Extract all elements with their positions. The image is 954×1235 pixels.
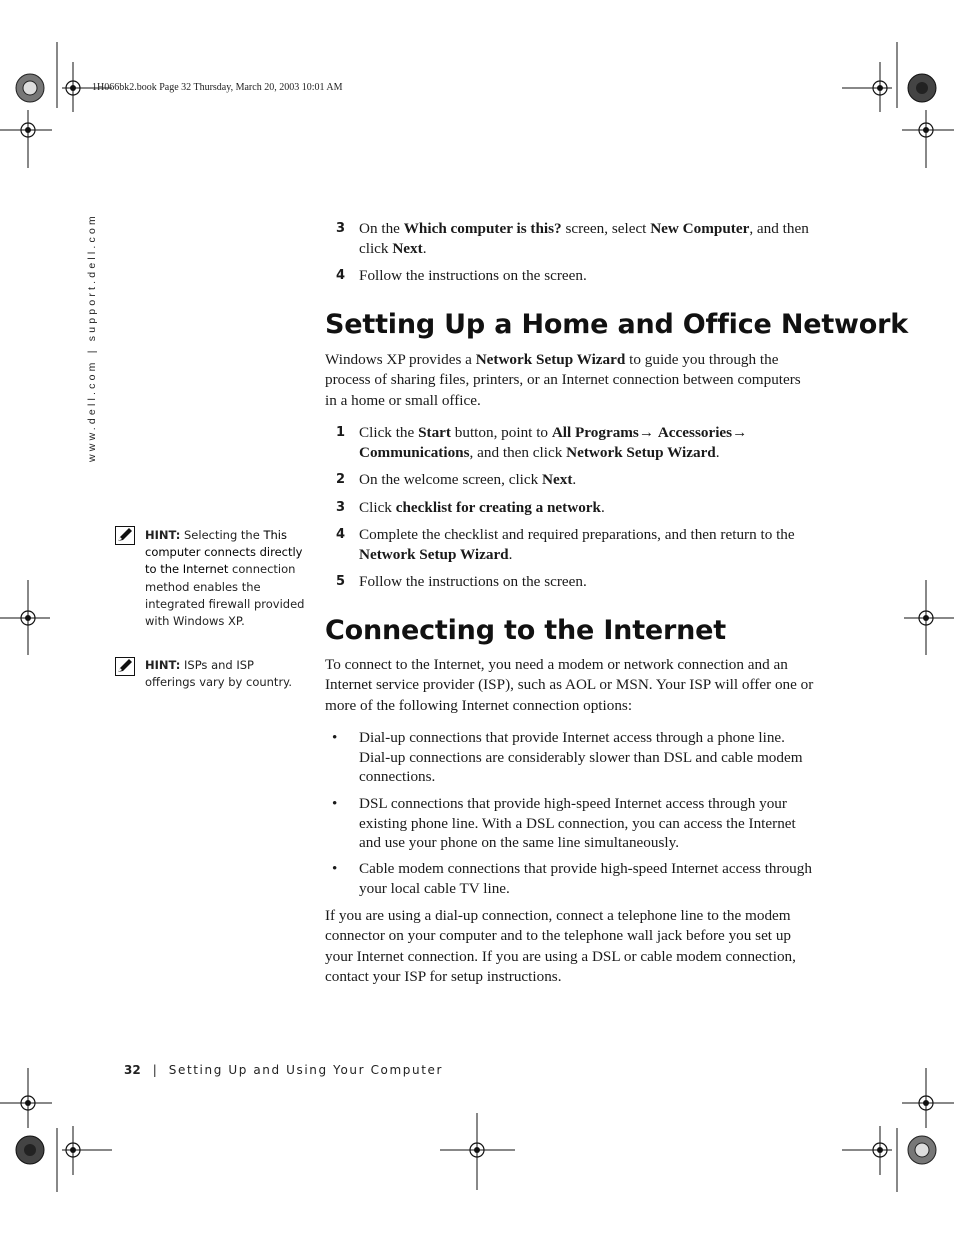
text-run: Click: [359, 499, 396, 516]
section-heading-network: Setting Up a Home and Office Network: [325, 309, 909, 340]
hint-text: [145, 528, 304, 628]
bold-term: Start: [418, 424, 451, 441]
text-run: Click the: [359, 424, 419, 441]
bold-term: Network Setup Wizard: [359, 545, 509, 563]
bullet-text: DSL connections that provide high-speed Internet access through your existing phone line. With a DSL connection, you can access the Internet and use your phone on the same line simultaneously.: [359, 795, 796, 851]
text-run: .: [508, 545, 513, 563]
step-text: [359, 498, 816, 518]
text-run: , and then click: [359, 220, 809, 257]
step-text: [359, 572, 816, 592]
print-header: 1H066bk2.book Page 32 Thursday, March 20, 2003 10:01 AM: [92, 82, 343, 93]
bold-term: Which computer is this?: [403, 220, 562, 237]
bullet-marker: •: [332, 860, 338, 877]
text-run: .: [600, 499, 605, 516]
bold-term: Next: [542, 471, 573, 488]
text-run: Complete the checklist and required preparations, and then return to the: [359, 526, 795, 543]
text-run: connection method enables the integrated firewall provided with Windows XP.: [145, 562, 305, 629]
hint-label: HINT:: [145, 528, 181, 542]
bold-term: Network Setup Wizard: [475, 351, 626, 368]
text-run: ISPs and ISP offerings vary by country.: [145, 658, 292, 690]
side-url: www.dell.com | support.dell.com: [86, 213, 98, 462]
step-number: 1: [336, 425, 346, 440]
text-run: Follow the instructions on the screen.: [359, 267, 587, 284]
step-number: 2: [336, 472, 346, 487]
step-text: [359, 219, 816, 258]
bold-term: Accessories: [657, 424, 733, 441]
bold-term: New Computer: [650, 220, 750, 237]
section-heading-internet: Connecting to the Internet: [325, 615, 726, 646]
bold-term: Next: [392, 239, 423, 257]
page-footer: [124, 1063, 443, 1077]
pencil-note-icon: [115, 526, 135, 545]
text-run: Selecting the: [180, 528, 264, 542]
step-text: [359, 470, 816, 490]
emphasized-term: This computer connects directly to the Internet: [145, 528, 303, 577]
bullet-marker: •: [332, 795, 338, 812]
text-run: Windows XP provides a: [325, 351, 476, 368]
bold-term: Network Setup Wizard: [566, 443, 716, 461]
step-text: [359, 525, 816, 564]
bullet-text: Cable modem connections that provide high-speed Internet access through your local cable TV line.: [359, 860, 812, 897]
text-run: button, point to: [450, 424, 552, 441]
step-number: 4: [336, 527, 346, 542]
section2-closing: If you are using a dial-up connection, connect a telephone line to the modem connector on your computer and to the telephone wall jack before you set up your Internet connection. If you are using a DSL or cable modem connection, contact your ISP for setup instructions.: [325, 907, 796, 985]
text-run: Follow the instructions on the screen.: [359, 573, 587, 590]
step-text: [359, 423, 816, 462]
bold-term: All Programs: [551, 424, 639, 441]
step-number: 3: [336, 221, 346, 236]
footer-separator: |: [152, 1063, 157, 1077]
bullet-marker: •: [332, 729, 338, 746]
bold-term: Communications: [359, 443, 470, 461]
step-number: 4: [336, 268, 346, 283]
text-run: screen, select: [561, 220, 651, 237]
hint-isp: [145, 657, 305, 691]
text-run: →: [638, 424, 658, 441]
chapter-title: Setting Up and Using Your Computer: [168, 1063, 444, 1077]
text-run: .: [422, 239, 427, 257]
bold-term: checklist for creating a network: [395, 499, 601, 516]
text-run: On the welcome screen, click: [359, 471, 543, 488]
text-run: →: [732, 424, 748, 441]
page-number: 32: [124, 1063, 141, 1077]
section2-intro: To connect to the Internet, you need a modem or network connection and an Internet service provider (ISP), such as AOL or MSN. Your ISP will offer one or more of the following Internet connection options:: [325, 656, 814, 714]
step-number: 3: [336, 500, 346, 515]
text-run: On the: [359, 220, 404, 237]
text-run: to guide you through the process of sharing files, printers, or an Internet connection between computers in a home or small office.: [325, 351, 801, 409]
hint-label: HINT:: [145, 658, 181, 672]
section1-intro: [325, 350, 815, 411]
text-run: .: [715, 443, 720, 461]
text-run: .: [572, 471, 577, 488]
pencil-note-icon: [115, 657, 135, 676]
text-run: , and then click: [469, 443, 567, 461]
hint-firewall: [145, 527, 305, 630]
step-text: [359, 266, 816, 286]
step-number: 5: [336, 574, 346, 589]
bullet-text: Dial-up connections that provide Internet access through a phone line. Dial-up connections are considerably slower than DSL and cable modem connections.: [359, 729, 803, 785]
